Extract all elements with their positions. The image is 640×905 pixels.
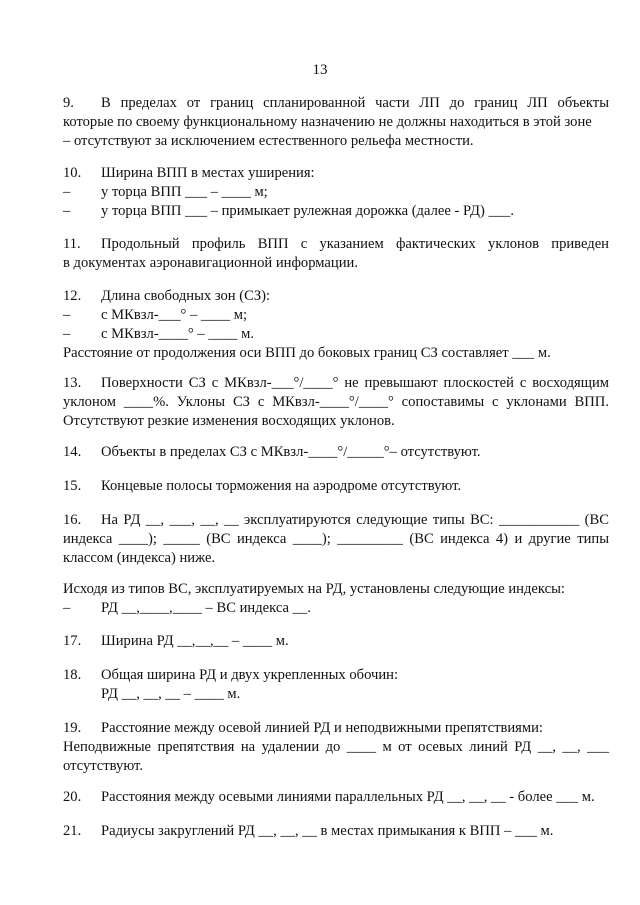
list-item: с МКвзл-___° – ____ м;	[101, 307, 248, 323]
item-19	[63, 719, 609, 776]
item-21	[63, 822, 609, 841]
item-13	[63, 374, 609, 431]
item-text: классом (индекса) ниже.	[63, 550, 216, 566]
item-17	[63, 632, 609, 651]
item-text: Объекты в пределах СЗ с МКвзл-____°/_____°– отсутствуют.	[101, 444, 481, 460]
list-dash: –	[63, 600, 71, 616]
item-number: 18.	[63, 667, 82, 683]
item-number: 10.	[63, 165, 82, 181]
item-11	[63, 235, 609, 273]
item-text: Расстояние между осевой линией РД и неподвижными препятствиями:	[101, 720, 543, 736]
item-text: Поверхности СЗ с МКвзл-___°/____° не превышают плоскостей с восходящим	[101, 375, 609, 391]
item-title: Ширина ВПП в местах уширения:	[101, 165, 315, 181]
list-dash: –	[63, 184, 71, 200]
list-dash: –	[63, 326, 71, 342]
list-item: РД __,____,____ – ВС индекса __.	[101, 600, 311, 616]
item-title: Длина свободных зон (СЗ):	[101, 288, 271, 304]
indices-paragraph	[63, 580, 609, 618]
item-number: 16.	[63, 512, 82, 528]
item-number: 9.	[63, 95, 74, 111]
item-10	[63, 164, 609, 221]
item-number: 20.	[63, 789, 82, 805]
page-number: 13	[312, 62, 328, 78]
item-number: 21.	[63, 823, 82, 839]
item-number: 13.	[63, 375, 82, 391]
item-text: Расстояние от продолжения оси ВПП до боковых границ СЗ составляет ___ м.	[63, 345, 551, 361]
item-number: 14.	[63, 444, 82, 460]
item-number: 11.	[63, 236, 81, 252]
list-item: с МКвзл-____° – ____ м.	[101, 326, 254, 342]
item-text: в документах аэронавигационной информации.	[63, 255, 358, 271]
item-text: Концевые полосы торможения на аэродроме отсутствуют.	[101, 478, 462, 494]
item-text: На РД __, ___, __, __ эксплуатируются следующие типы ВС: ___________ (ВС	[101, 512, 609, 528]
item-text: Отсутствуют резкие изменения восходящих уклонов.	[63, 413, 395, 429]
item-18	[63, 666, 609, 704]
item-14	[63, 443, 609, 462]
item-text: отсутствуют.	[63, 758, 143, 774]
item-text: которые по своему функциональному назначению не должны находиться в этой зоне	[63, 114, 592, 130]
item-text: В пределах от границ спланированной части ЛП до границ ЛП объекты	[101, 95, 609, 111]
item-text: Неподвижные препятствия на удалении до ____ м от осевых линий РД __, __, ___	[63, 739, 609, 755]
item-20	[63, 788, 609, 807]
item-text: Общая ширина РД и двух укрепленных обочин:	[101, 667, 399, 683]
item-text: Ширина РД __,__,__ – ____ м.	[101, 633, 289, 649]
item-text: Радиусы закруглений РД __, __, __ в местах примыкания к ВПП – ___ м.	[101, 823, 554, 839]
item-text: – отсутствуют за исключением естественного рельефа местности.	[63, 133, 474, 149]
item-number: 12.	[63, 288, 82, 304]
item-text: Расстояния между осевыми линиями параллельных РД __, __, __ - более ___ м.	[101, 789, 595, 805]
list-item: у торца ВПП ___ – ____ м;	[101, 184, 268, 200]
item-text: уклоном ____%. Уклоны СЗ с МКвзл-____°/____° сопоставимы с уклонами ВПП.	[63, 394, 609, 410]
item-text: индекса ____); _____ (ВС индекса ____); _________ (ВС индекса 4) и другие типы	[63, 531, 609, 547]
item-text: Исходя из типов ВС, эксплуатируемых на РД, установлены следующие индексы:	[63, 581, 565, 597]
item-text: Продольный профиль ВПП с указанием фактических уклонов приведен	[101, 236, 609, 252]
item-number: 17.	[63, 633, 82, 649]
list-item: у торца ВПП ___ – примыкает рулежная дорожка (далее - РД) ___.	[101, 203, 514, 219]
item-15	[63, 477, 609, 496]
list-dash: –	[63, 307, 71, 323]
item-16	[63, 511, 609, 568]
item-12	[63, 287, 609, 363]
item-text: РД __, __, __ – ____ м.	[101, 686, 241, 702]
item-number: 15.	[63, 478, 82, 494]
item-number: 19.	[63, 720, 82, 736]
item-9	[63, 94, 609, 151]
list-dash: –	[63, 203, 71, 219]
